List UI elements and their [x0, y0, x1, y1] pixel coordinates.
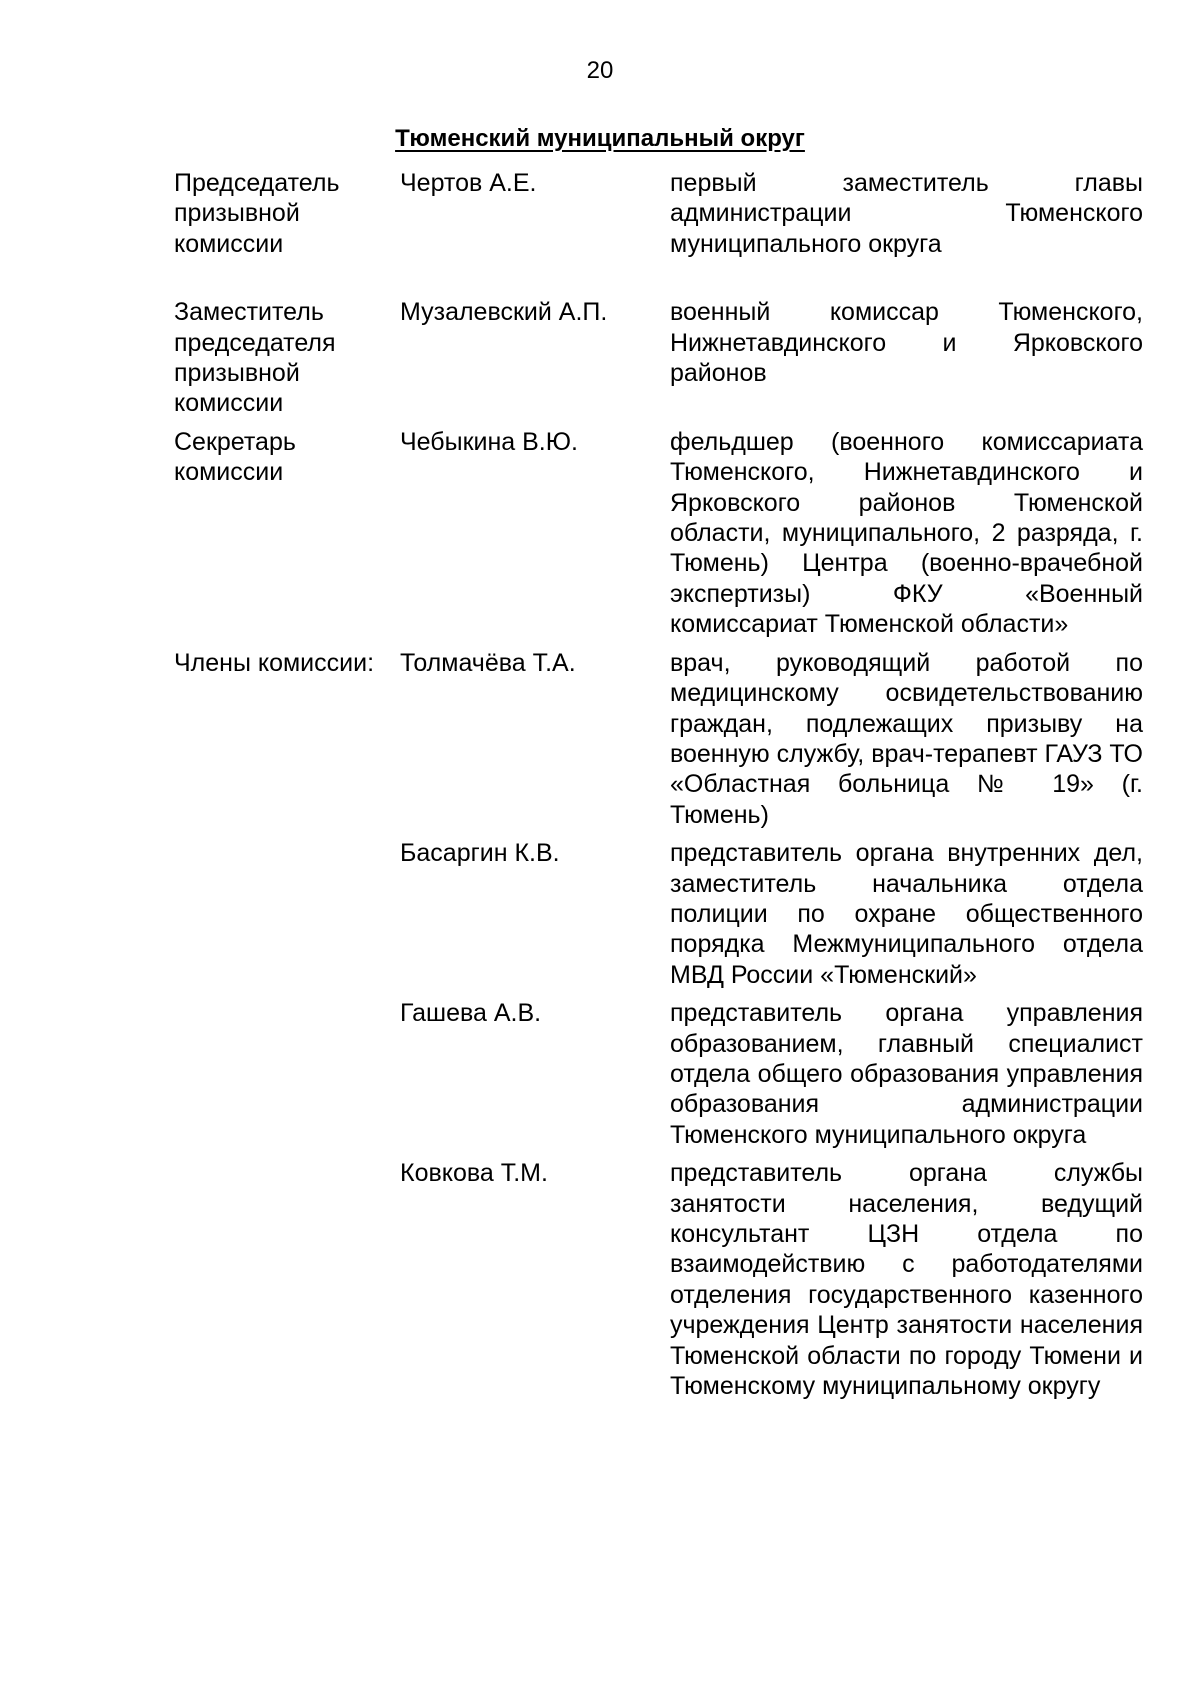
member-position: представитель органа службы занятости населения, ведущий консультант ЦЗН отдела по взаимодействию с работодателями отделения государственного казенного учреждения Центр занятости населения Тюменской области по городу Тюмени и Тюменскому муниципальному округу: [670, 1159, 1143, 1401]
member-name: Чертов А.Е.: [400, 169, 537, 197]
member-position: представитель органа управления образованием, главный специалист отдела общего образования управления образования администрации Тюменского муниципального округа: [670, 999, 1143, 1149]
role-label: Председатель призывной комиссии: [174, 169, 340, 258]
table-row: [174, 168, 1143, 259]
table-row: [174, 297, 1143, 419]
member-name: Толмачёва Т.А.: [400, 648, 576, 677]
table-row: [174, 648, 1143, 830]
member-position: фельдшер (военного комиссариата Тюменского, Нижнетавдинского и Ярковского районов Тюменской области, муниципального, 2 разряда, г. Тюмень) Центра (военно-врачебной экспертизы) ФКУ «Военный комиссариат Тюменской области»: [670, 427, 1143, 639]
member-position: военный комиссар Тюменского, Нижнетавдинского и Ярковского районов: [670, 298, 1143, 388]
role-label: Члены комиссии:: [174, 648, 375, 677]
table-row: [174, 998, 1143, 1150]
commission-table: [174, 168, 1143, 1401]
section-title: Тюменский муниципальный округ: [395, 125, 805, 152]
page-number: 20: [586, 57, 614, 84]
role-label: Заместитель председателя призывной комиссии: [174, 298, 336, 418]
member-name: Чебыкина В.Ю.: [400, 427, 578, 456]
role-label: Секретарь комиссии: [174, 427, 296, 487]
table-row: [174, 838, 1143, 990]
table-row: [174, 1158, 1143, 1401]
table-row: [174, 427, 1143, 640]
member-name: Музалевский А.П.: [400, 298, 608, 327]
member-name: Гашева А.В.: [400, 999, 542, 1028]
member-position: врач, руководящий работой по медицинскому освидетельствованию граждан, подлежащих призыву на военную службу, врач-терапевт ГАУЗ ТО «Областная больница № 19» (г. Тюмень): [670, 648, 1143, 829]
member-name: Ковкова Т.М.: [400, 1159, 548, 1188]
member-name: Басаргин К.В.: [400, 839, 560, 868]
member-position: первый заместитель главы администрации Тюменского муниципального округа: [670, 169, 1143, 258]
member-position: представитель органа внутренних дел, заместитель начальника отдела полиции по охране общественного порядка Межмуниципального отдела МВД России «Тюменский»: [670, 839, 1143, 989]
